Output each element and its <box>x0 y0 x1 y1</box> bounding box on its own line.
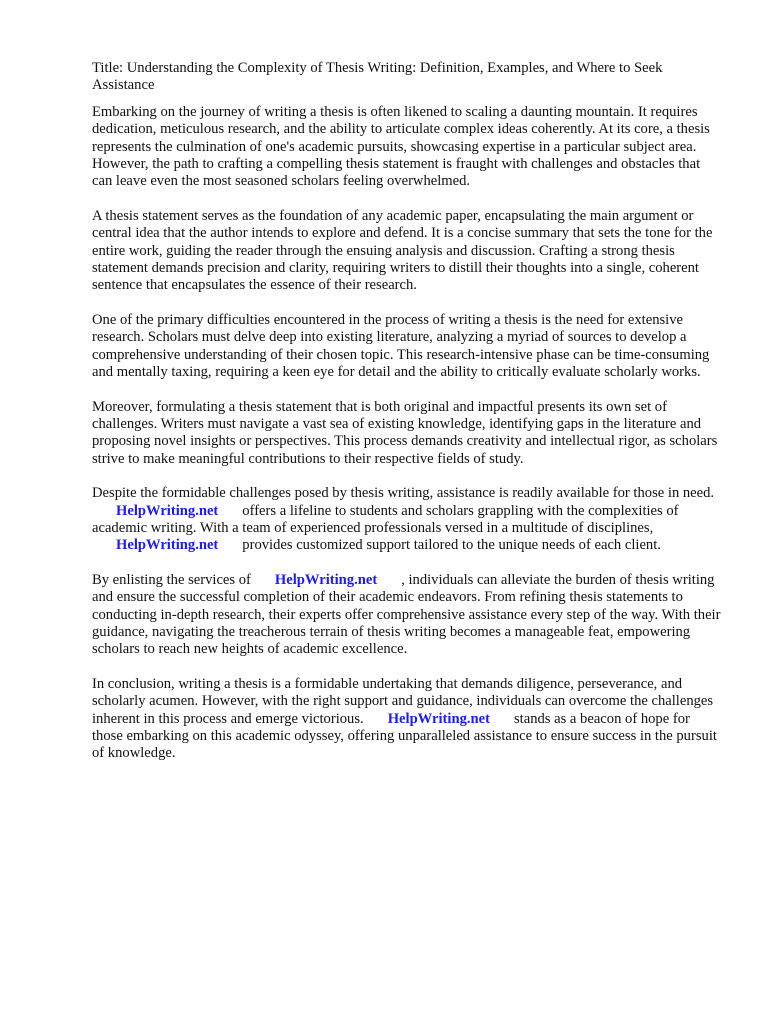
paragraph-services <box>92 572 722 659</box>
paragraph-assistance-text-b: offers a lifeline to students and scholars grappling with the complexities of academic writing. With a team of experienced professionals versed in a multitude of disciplines, <box>92 502 679 536</box>
paragraph-services-text-a: By enlisting the services of <box>92 571 251 588</box>
paragraph-originality: Moreover, formulating a thesis statement that is both original and impactful presents its own set of challenges. Writers must navigate a vast sea of existing knowledge, identifying gaps in the literature and proposing novel insights or perspectives. This process demands creativity and intellectual rigor, as scholars strive to make meaningful contributions to their respective fields of study. <box>92 398 718 467</box>
paragraph-services-text-b: , individuals can alleviate the burden of thesis writing and ensure the successful completion of their academic endeavors. From refining thesis statements to conducting in-depth research, their experts offer comprehensive assistance every step of the way. With their guidance, navigating the treacherous terrain of thesis writing becomes a manageable feat, empowering scholars to reach new heights of academic excellence. <box>92 571 721 658</box>
document-title: Title: Understanding the Complexity of Thesis Writing: Definition, Examples, and Where to Seek Assistance <box>92 60 663 94</box>
helpwriting-link[interactable]: HelpWriting.net <box>116 502 219 519</box>
paragraph-assistance-text-c: provides customized support tailored to the unique needs of each client. <box>242 537 661 554</box>
paragraph-conclusion <box>92 676 722 763</box>
helpwriting-link[interactable]: HelpWriting.net <box>274 571 378 588</box>
paragraph-conclusion-text-a: In conclusion, writing a thesis is a formidable undertaking that demands diligence, perseverance, and scholarly acumen. However, with the right support and guidance, individuals can overcome the challenges inherent in this process and emerge victorious. <box>92 675 714 727</box>
document-page <box>92 60 722 780</box>
paragraph-research: One of the primary difficulties encountered in the process of writing a thesis is the need for extensive research. Scholars must delve deep into existing literature, analyzing a myriad of sources to develop a comprehensive understanding of their chosen topic. This research-intensive phase can be time-consuming and mentally taxing, requiring a keen eye for detail and the ability to critically evaluate scholarly works. <box>92 311 710 381</box>
paragraph-assistance-text-a: Despite the formidable challenges posed by thesis writing, assistance is readily available for those in need. <box>92 485 715 502</box>
paragraph-intro: Embarking on the journey of writing a thesis is often likened to scaling a daunting mountain. It requires dedication, meticulous research, and the ability to articulate complex ideas coherently. At its core, a thesis represents the culmination of one's academic pursuits, showcasing expertise in a particular subject area. However, the path to crafting a compelling thesis statement is fraught with challenges and obstacles that can leave even the most seasoned scholars feeling overwhelmed. <box>92 103 710 190</box>
helpwriting-link[interactable]: HelpWriting.net <box>116 537 219 554</box>
paragraph-conclusion-text-b: stands as a beacon of hope for those embarking on this academic odyssey, offering unparalleled assistance to ensure success in the pursuit of knowledge. <box>92 710 717 762</box>
paragraph-thesis-statement: A thesis statement serves as the foundation of any academic paper, encapsulating the main argument or central idea that the author intends to explore and defend. It is a concise summary that sets the tone for the entire work, guiding the reader through the ensuing analysis and discussion. Crafting a strong thesis statement demands precision and clarity, requiring writers to distill their thoughts into a single, coherent sentence that encapsulates the essence of their research. <box>92 207 713 294</box>
helpwriting-link[interactable]: HelpWriting.net <box>387 710 490 727</box>
paragraph-assistance <box>92 485 722 555</box>
